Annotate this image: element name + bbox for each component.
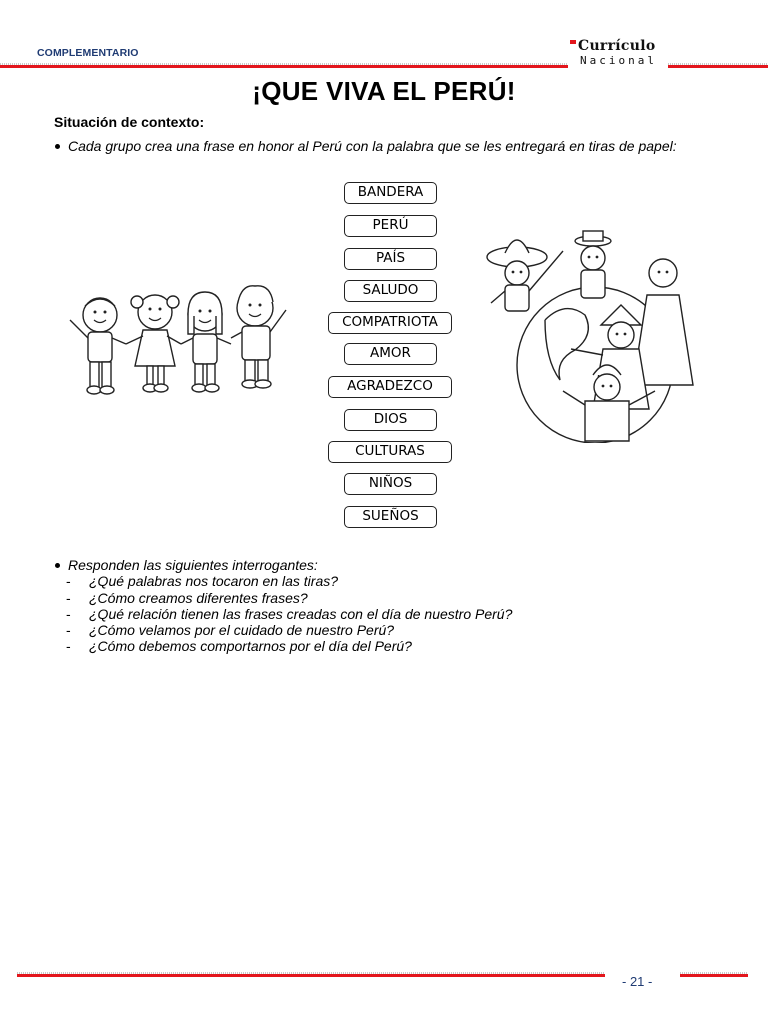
word-strip: COMPATRIOTA	[328, 312, 452, 334]
dash-icon: -	[66, 606, 71, 622]
footer-rule	[17, 972, 605, 977]
dash-icon: -	[66, 638, 71, 654]
word-strip: SUEÑOS	[344, 506, 437, 528]
question-text: ¿Cómo debemos comportarnos por el día del Perú?	[89, 638, 412, 654]
question-text: ¿Qué relación tienen las frases creadas con el día de nuestro Perú?	[89, 606, 513, 622]
header-rule-right	[668, 63, 768, 68]
word-strip: AGRADEZCO	[328, 376, 452, 398]
bullet-icon	[55, 144, 60, 149]
world-children-illustration	[485, 225, 697, 443]
header-rule	[0, 63, 568, 68]
word-strip: DIOS	[344, 409, 437, 431]
word-strip: BANDERA	[344, 182, 437, 204]
page-title: ¡QUE VIVA EL PERÚ!	[252, 76, 516, 106]
page-number: - 21 -	[622, 974, 653, 989]
question-text: ¿Cómo velamos por el cuidado de nuestro Perú?	[89, 622, 395, 638]
word-strip: NIÑOS	[344, 473, 437, 495]
question-text: ¿Qué palabras nos tocaron en las tiras?	[89, 573, 339, 589]
bullet-icon	[55, 563, 60, 568]
question-text: ¿Cómo creamos diferentes frases?	[89, 590, 308, 606]
children-illustration	[55, 280, 305, 410]
dash-icon: -	[66, 590, 71, 606]
footer-rule-right	[680, 972, 748, 977]
word-strip: CULTURAS	[328, 441, 452, 463]
word-strip: AMOR	[344, 343, 437, 365]
word-strip: PERÚ	[344, 215, 437, 237]
context-heading: Situación de contexto:	[54, 114, 205, 130]
logo-line2: Nacional	[580, 54, 657, 67]
word-strip: SALUDO	[344, 280, 437, 302]
section-label: COMPLEMENTARIO	[37, 47, 139, 59]
logo-mark-icon	[570, 40, 576, 44]
dash-icon: -	[66, 622, 71, 638]
logo-line1: Currículo	[578, 38, 656, 54]
dash-icon: -	[66, 573, 71, 589]
questions-intro: Responden las siguientes interrogantes:	[68, 557, 318, 573]
word-strip: PAÍS	[344, 248, 437, 270]
curriculo-nacional-logo	[568, 34, 668, 74]
context-instruction: Cada grupo crea una frase en honor al Perú con la palabra que se les entregará en tiras de papel:	[68, 138, 677, 154]
